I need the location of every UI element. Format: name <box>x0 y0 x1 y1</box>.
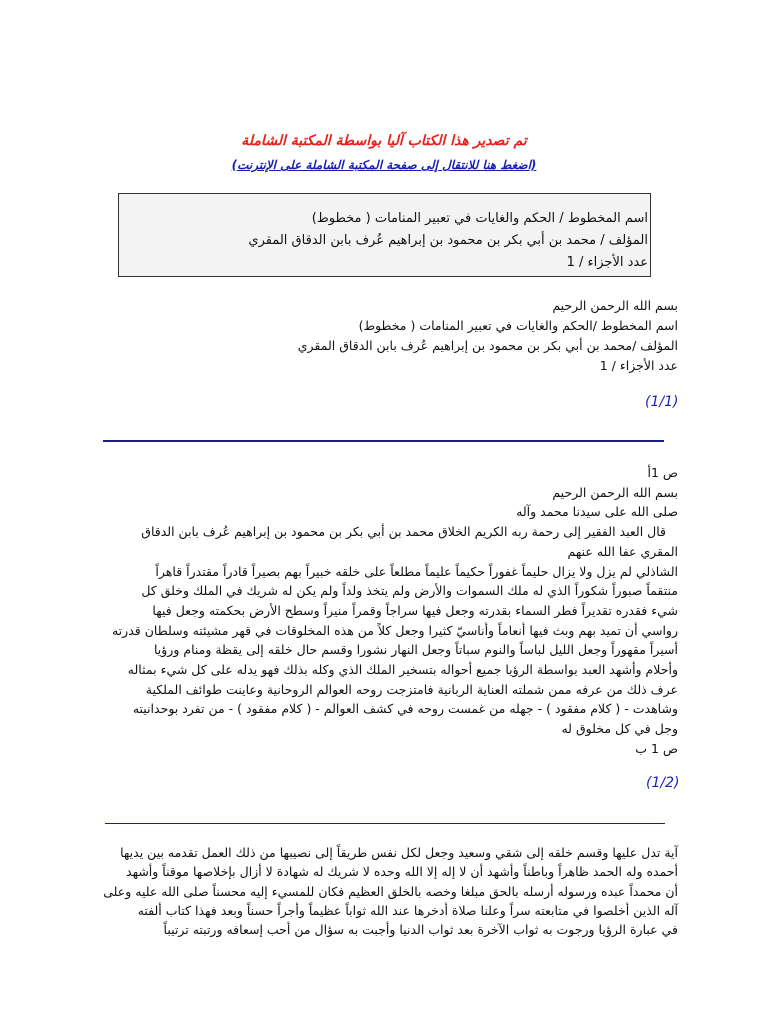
text-line: عرف ذلك من عرفه ممن شملته العناية الربانية فامتزجت روحه العوالم الروحانية وعاينت طوائف الملكية <box>145 681 678 697</box>
page-number-1: (1/1) <box>645 394 679 410</box>
basmala-line: بسم الله الرحمن الرحيم <box>552 298 678 313</box>
info-volumes-line: عدد الأجزاء / 1 <box>566 255 648 270</box>
text-line: أسيراً مقهوراً وجعل الليل لباساً والنوم سباتاً وجعل النهار نشورا وقسم حال خلقه إلى يقظة ومنام ورؤيا <box>153 642 678 658</box>
text-line: آله الذين أخلصوا في متابعته سراً وعلنا صلاة أدخرها عند الله ثواباً عظيماً وأجراً حسناً وبعد فهذا كتاب ألفته <box>137 902 678 918</box>
text-line: ص 1 ب <box>635 740 678 756</box>
page-separator <box>105 823 665 824</box>
page-2-text <box>18 843 678 939</box>
text-line: وشاهدت - ( كلام مفقود ) - جهله من غمست روحه في كشف العوالم - ( كلام مفقود ) - من تفرد بوحدانيته <box>132 701 678 717</box>
text-line: منتقماً صبوراً شكوراً الذي له ملك السموات والأرض ولم يتخذ ولداً ولم يكن له شريك في الملك وخلق كل <box>141 583 678 599</box>
text-line: شيء فقدره تقديراً فطر السماء بقدرته وجعل فيها سراجاً وقمراً منيراً وسطح الأرض بحكمته وجعل فيها <box>152 602 678 618</box>
book-info-box <box>118 193 651 277</box>
meta-title-line: اسم المخطوط /الحكم والغايات في تعبير المنامات ( مخطوط) <box>358 318 678 333</box>
text-line: المقري عفا الله عنهم <box>567 543 678 559</box>
page-1-text <box>28 463 678 759</box>
text-line: بسم الله الرحمن الرحيم <box>552 484 678 500</box>
export-banner-title: تم تصدير هذا الكتاب آليا بواسطة المكتبة الشاملة <box>241 133 527 149</box>
text-line: رواسي أن تميد بهم وبث فيها أنعاماً وأناسيّ كثيرا وجعل كلاً من هذه المخلوقات في قهر مشيئته وسلطان قدرته <box>111 622 678 638</box>
text-line: في عبارة الرؤيا ورجوت به ثواب الآخرة بعد ثواب الدنيا وأجبت به سؤال من أحب إسعافه ورتبته ترتيباً <box>163 922 678 938</box>
text-line: وأحلام وأشهد العبد بواسطة الرؤيا جميع أحواله بتسخير الملك الذي وكله بذلك فهو يدله على كل شيء بمثاله <box>127 662 678 678</box>
text-line: وجل في كل مخلوق له <box>561 721 678 737</box>
page-number-2: (1/2) <box>646 775 680 791</box>
text-line: قال العبد الفقير إلى رحمة ربه الكريم الخلاق محمد بن أبي بكر بن محمود بن إبراهيم عُرف بابن الدقاق <box>141 524 666 540</box>
meta-author-line: المؤلف /محمد بن أبي بكر بن محمود بن إبراهيم عُرف بابن الدقاق المقري <box>297 338 678 353</box>
text-line: صلى الله على سيدنا محمد وآله <box>516 504 678 520</box>
meta-volumes-line: عدد الأجزاء / 1 <box>599 358 678 373</box>
text-line: الشاذلي لم يزل ولا يزال حليماً غفوراً حكيماً عليماً مطلعاً على خلقه خبيراً بهم بصيراً قادراً مقتدراً قاهراً <box>155 563 678 579</box>
book-metadata <box>118 296 678 376</box>
info-author-line: المؤلف / محمد بن أبي بكر بن محمود بن إبراهيم عُرف بابن الدقاق المقري <box>248 233 648 248</box>
text-line: أحمده وله الحمد ظاهراً وباطناً وأشهد أن لا إله إلا الله وحده لا شريك له شهادة لا أزال بإخلاصها موقناً وأشهد <box>126 864 678 880</box>
page-separator <box>103 440 664 442</box>
text-line: ص 1أ <box>647 465 678 480</box>
text-line: أن محمداً عبده ورسوله أرسله بالحق مبلغا وخصه بالخلق العظيم فكان للمسيء إليه محسناً صلى الله عليه وعلى <box>103 883 678 899</box>
info-title-line: اسم المخطوط / الحكم والغايات في تعبير المنامات ( مخطوط) <box>311 211 648 226</box>
text-line: آية تدل عليها وقسم خلقه إلى شقي وسعيد وجعل لكل نفس طريقاً إلى نصيبها من ذلك العمل تقدمه بين يديها <box>120 845 678 860</box>
library-website-link[interactable]: (اضغط هنا للانتقال إلى صفحة المكتبة الشاملة على الإنترنت) <box>231 158 537 172</box>
